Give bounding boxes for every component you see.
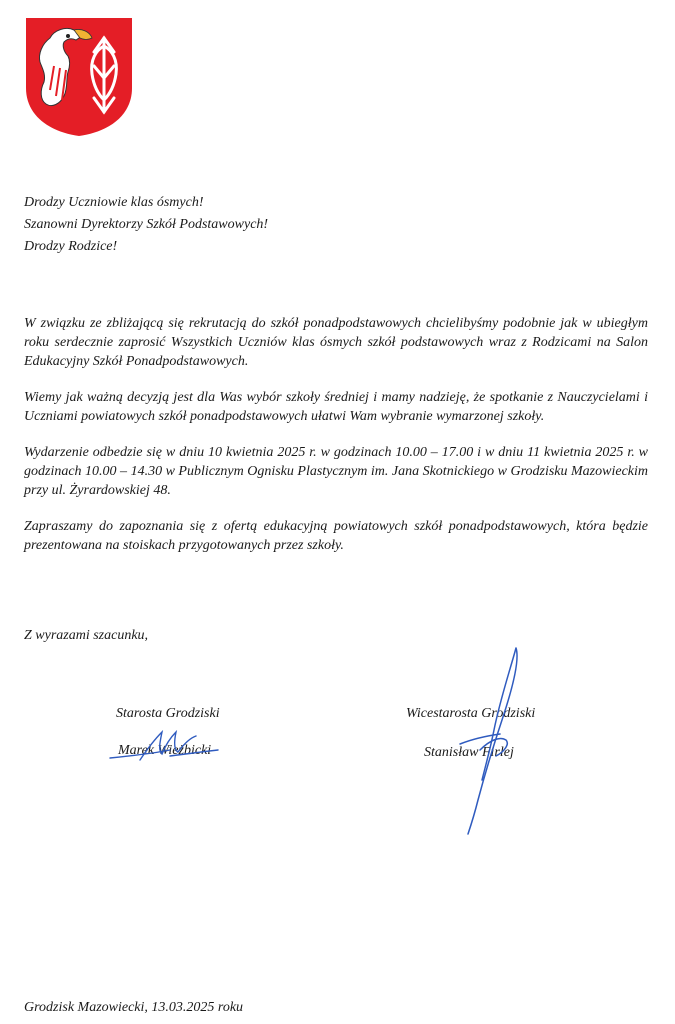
coat-of-arms-icon bbox=[24, 16, 134, 138]
left-signatory-role: Starosta Grodziski bbox=[116, 706, 220, 721]
right-signatory-role: Wicestarosta Grodziski bbox=[406, 706, 536, 721]
paragraph: Wydarzenie odbedzie się w dniu 10 kwietnia 2025 r. w godzinach 10.00 – 17.00 i w dniu 11 kwietnia 2025 r. w godzinach 10.00 – 14.30 w Publicznym Ognisku Plastycznym im. Jana Skotnickiego w Grodzisku Mazowieckim przy ul. Żyrardowskiej 48. bbox=[24, 445, 648, 498]
greeting-line: Drodzy Rodzice! bbox=[24, 239, 118, 254]
greeting-block bbox=[24, 192, 268, 258]
paragraph: W związku ze zbliżającą się rekrutacją do szkół ponadpodstawowych chcielibyśmy podobnie jak w ubiegłym roku serdecznie zaprosić Wszystkich Uczniów klas ósmych szkół podstawowych wraz z Rodzicami na Salon Edukacyjny Szkół Ponadpodstawowych. bbox=[24, 316, 648, 369]
letter-body bbox=[24, 314, 648, 572]
greeting-line: Szanowni Dyrektorzy Szkół Podstawowych! bbox=[24, 217, 269, 232]
place-and-date: Grodzisk Mazowiecki, 13.03.2025 roku bbox=[24, 1000, 244, 1015]
closing-phrase: Z wyrazami szacunku, bbox=[24, 628, 149, 643]
handwritten-signature-right bbox=[440, 640, 550, 840]
eagle-eye bbox=[66, 34, 70, 38]
right-signatory-name: Stanisław Firlej bbox=[424, 745, 514, 760]
left-signatory-name: Marek Wieżbicki bbox=[118, 743, 212, 758]
paragraph: Wiemy jak ważną decyzją jest dla Was wybór szkoły średniej i mamy nadzieję, że spotkanie z Nauczycielami i Uczniami powiatowych szkół ponadpodstawowych ułatwi Wam wybranie wymarzonej szkoły. bbox=[24, 390, 648, 424]
paragraph: Zapraszamy do zapoznania się z ofertą edukacyjną powiatowych szkół ponadpodstawowych, która będzie prezentowana na stoiskach przygotowanych przez szkoły. bbox=[24, 519, 648, 553]
greeting-line: Drodzy Uczniowie klas ósmych! bbox=[24, 195, 204, 210]
